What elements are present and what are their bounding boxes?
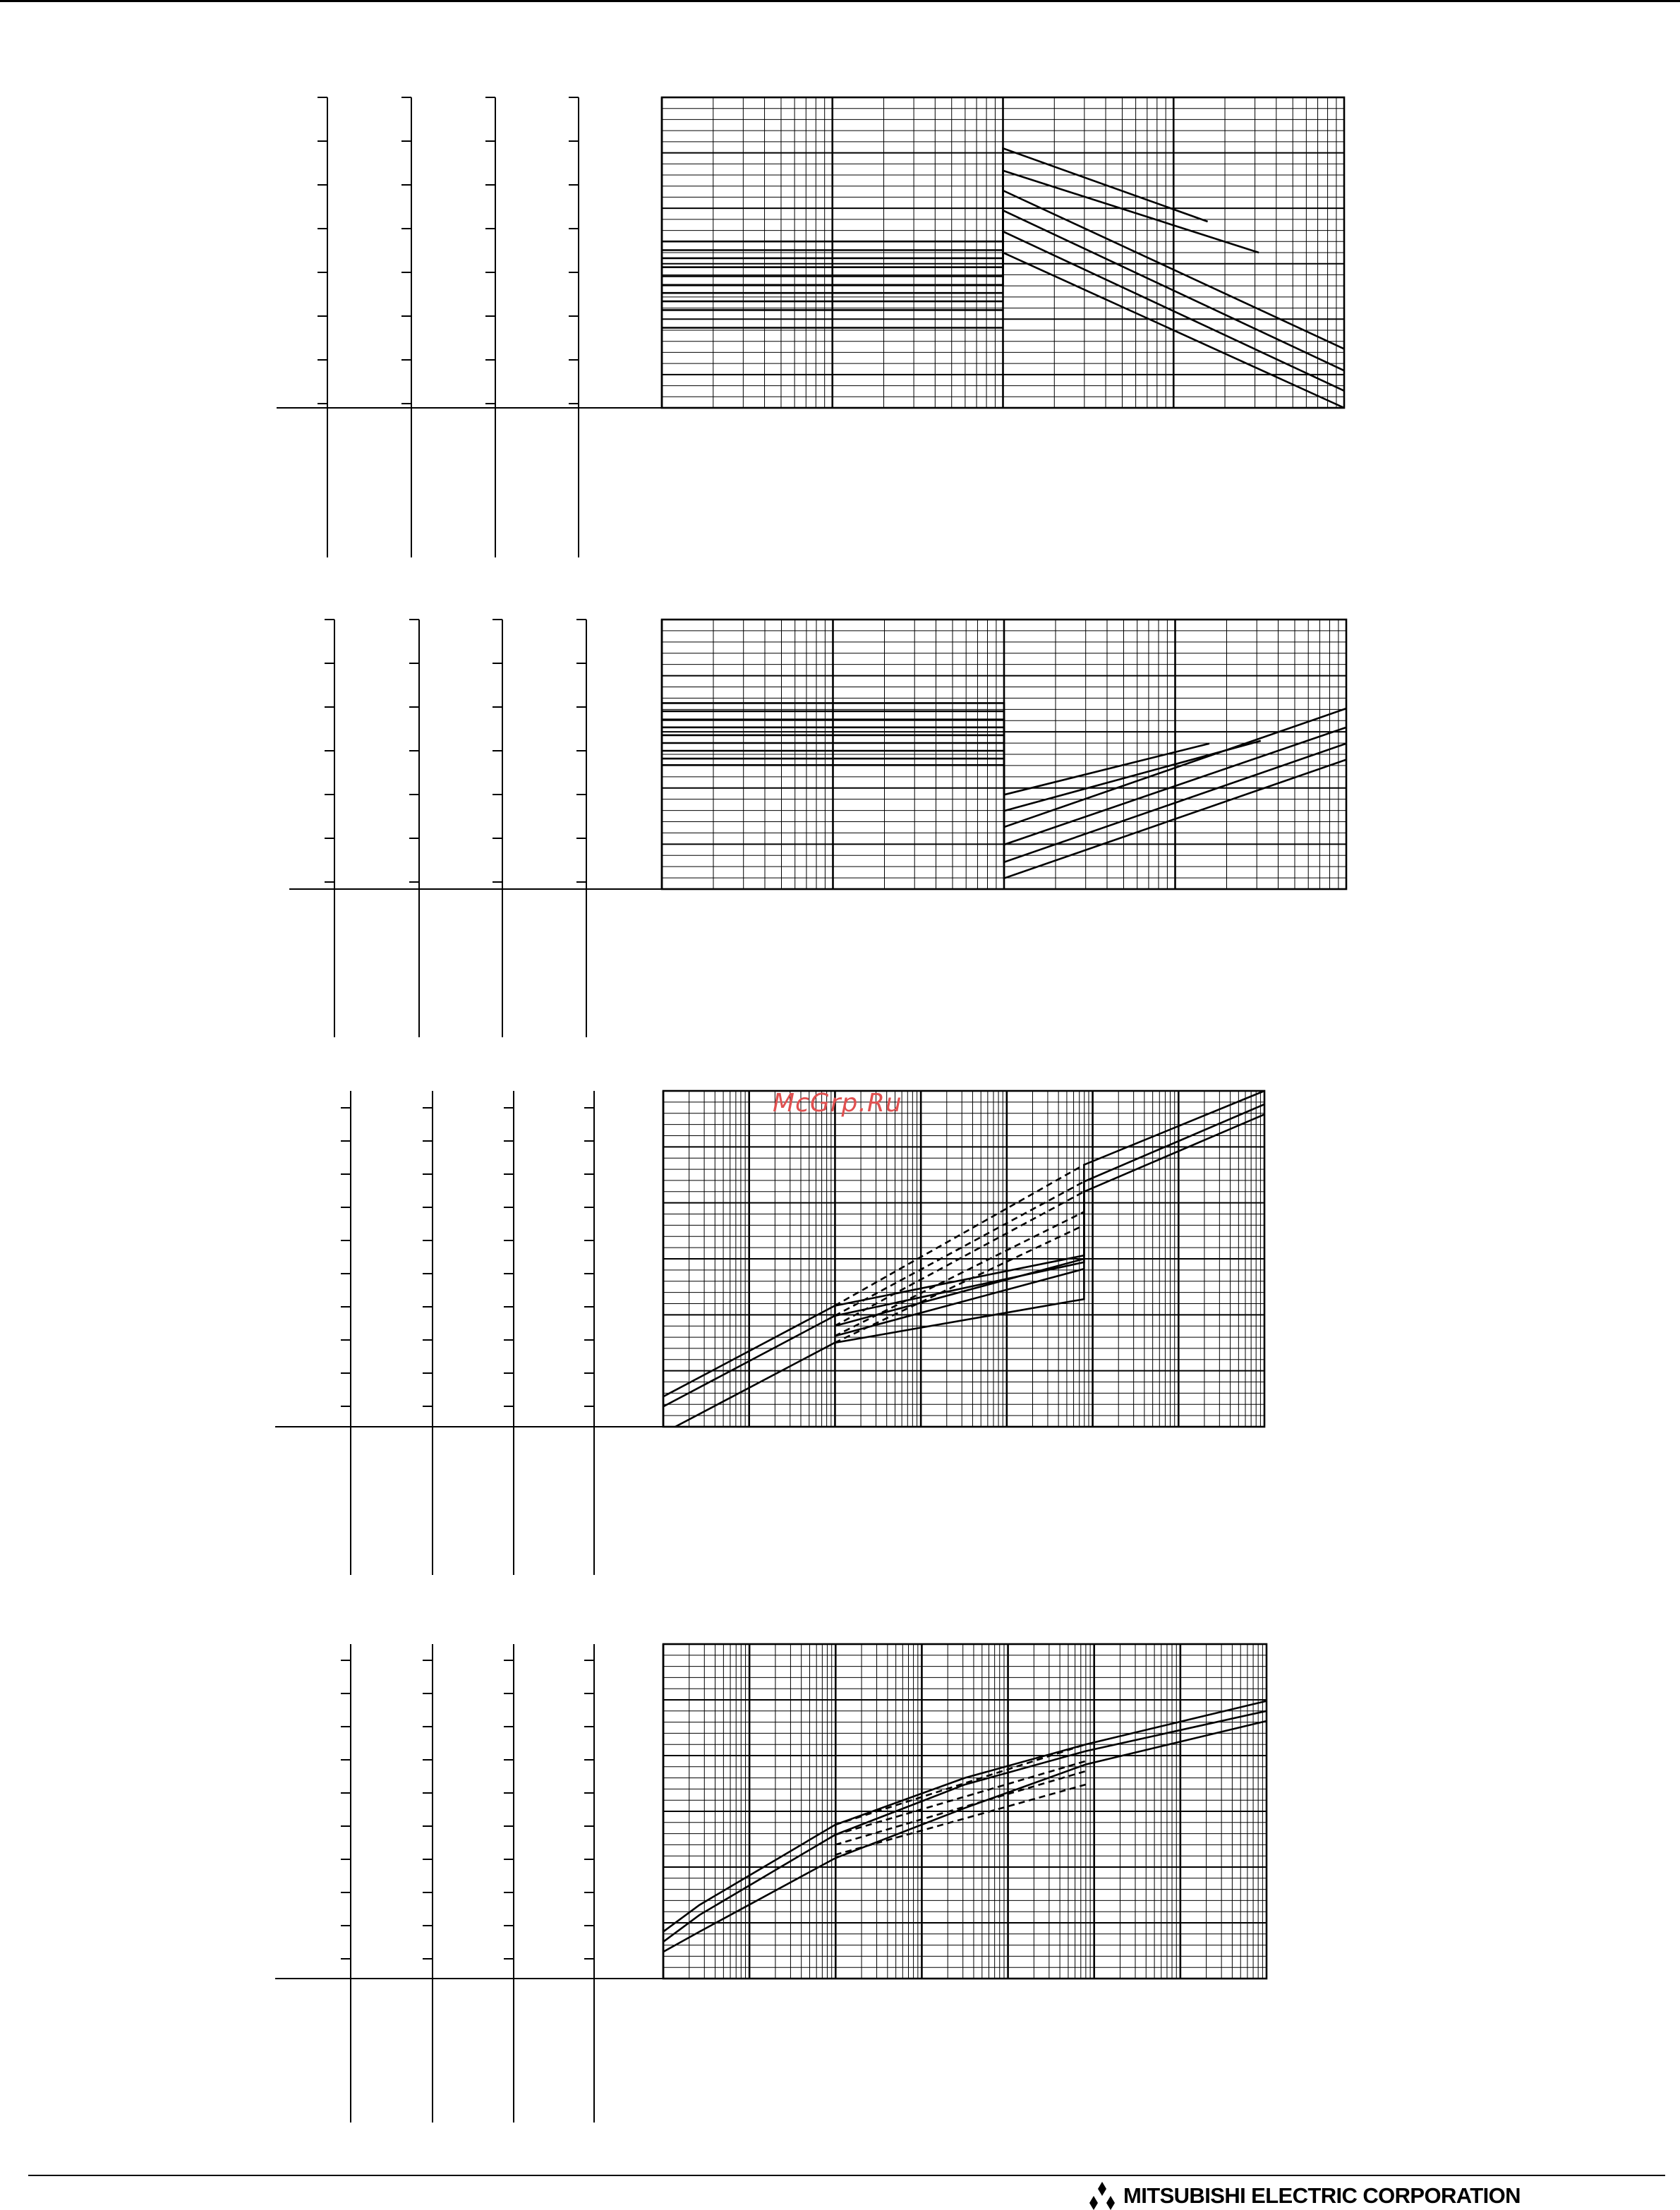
brand-footer (1087, 2182, 1521, 2210)
series-line-4 (835, 1744, 1086, 1825)
bottom-rule (28, 2175, 1665, 2176)
series-line-3 (675, 1114, 1264, 1427)
watermark: McGrp.Ru (773, 1089, 902, 1118)
series-line-2 (662, 171, 1259, 253)
series-line-2 (662, 711, 1261, 811)
series-line-2 (663, 1104, 1264, 1406)
chart-2 (0, 586, 1680, 1065)
brand-name: MITSUBISHI ELECTRIC CORPORATION (1123, 2183, 1521, 2208)
series-line-9 (835, 1212, 1084, 1336)
three-diamonds-icon (1087, 2182, 1118, 2210)
series-line-2 (663, 1711, 1267, 1942)
chart-3 (0, 1065, 1680, 1602)
series-line-7 (835, 1182, 1084, 1316)
series-line-1 (663, 1701, 1267, 1932)
series-line-5 (835, 1761, 1086, 1835)
chart-4 (0, 1602, 1680, 2145)
series-line-1 (663, 1091, 1264, 1396)
chart-1 (0, 0, 1680, 586)
